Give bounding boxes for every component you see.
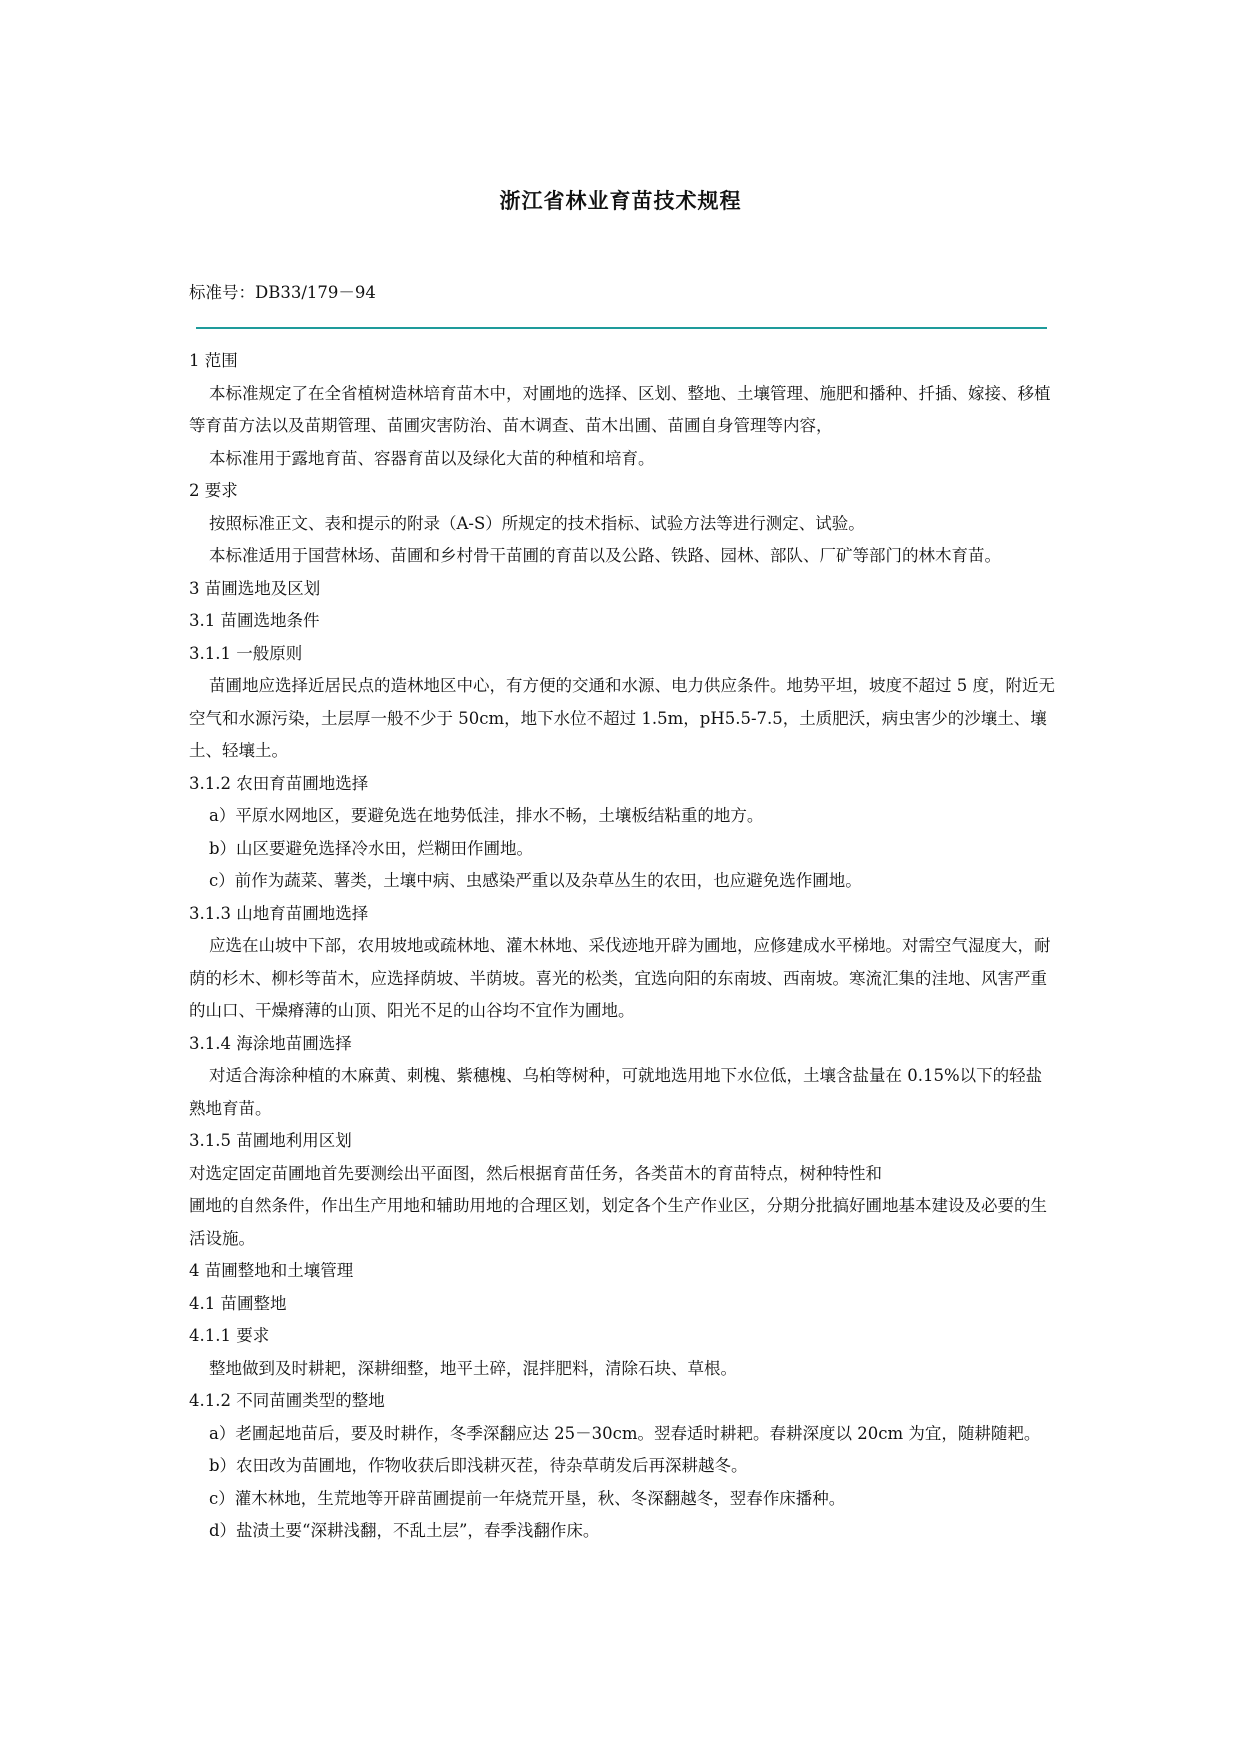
section-heading: 3.1 苗圃选地条件 — [189, 611, 320, 630]
standard-number: 标准号：DB33/179－94 — [189, 283, 376, 302]
section-heading: 3.1.3 山地育苗圃地选择 — [189, 903, 369, 923]
body-paragraph: a）平原水网地区，要避免选在地势低洼，排水不畅，土壤板结粘重的地方。 — [209, 806, 764, 825]
body-paragraph: 本标准适用于国营林场、苗圃和乡村骨干苗圃的育苗以及公路、铁路、园林、部队、厂矿等部门的林木育苗。 — [209, 546, 1001, 565]
body-paragraph: 整地做到及时耕耙，深耕细整，地平土碎，混拌肥料，清除石块、草根。 — [209, 1358, 737, 1378]
section-heading: 3.1.4 海涂地苗圃选择 — [189, 1033, 352, 1053]
section-heading: 4.1 苗圃整地 — [189, 1293, 287, 1313]
header-divider — [196, 327, 1047, 329]
body-paragraph: 本标准规定了在全省植树造林培育苗木中，对圃地的选择、区划、整地、土壤管理、施肥和播种、扦插、嫁接、移植等育苗方法以及苗期管理、苗圃灾害防治、苗木调查、苗木出圃、苗圃自身管理等内容， — [189, 383, 1051, 435]
section-heading: 2 要求 — [189, 481, 238, 500]
body-paragraph: 苗圃地应选择近居民点的造林地区中心，有方便的交通和水源、电力供应条件。地势平坦，坡度不超过 5 度，附近无空气和水源污染，土层厚一般不少于 50cm，地下水位不超过 1.5m，pH5.5-7.5，土质肥沃，病虫害少的沙壤土、壤土、轻壤土。 — [189, 676, 1055, 760]
section-heading: 4 苗圃整地和土壤管理 — [189, 1261, 354, 1280]
document-body — [189, 345, 1058, 1548]
body-paragraph: c）前作为蔬菜、薯类，土壤中病、虫感染严重以及杂草丛生的农田，也应避免选作圃地。 — [209, 871, 862, 890]
body-paragraph: 应选在山坡中下部，农用坡地或疏林地、灌木林地、采伐迹地开辟为圃地，应修建成水平梯地。对需空气湿度大，耐荫的杉木、柳杉等苗木，应选择荫坡、半荫坡。喜光的松类，宜选向阳的东南坡、西南坡。寒流汇集的洼地、风害严重的山口、干燥瘠薄的山顶、阳光不足的山谷均不宜作为圃地。 — [189, 936, 1051, 1020]
body-paragraph: 本标准用于露地育苗、容器育苗以及绿化大苗的种植和培育。 — [209, 448, 655, 468]
section-heading: 3.1.1 一般原则 — [189, 643, 303, 663]
body-paragraph: a）老圃起地苗后，要及时耕作，冬季深翻应达 25－30cm。翌春适时耕耙。春耕深度以 20cm 为宜，随耕随耙。 — [209, 1423, 1041, 1443]
section-heading: 4.1.1 要求 — [189, 1326, 270, 1345]
section-heading: 对选定固定苗圃地首先要测绘出平面图，然后根据育苗任务，各类苗木的育苗特点，树种特性和 — [189, 1163, 882, 1183]
body-paragraph: 按照标准正文、表和提示的附录（A-S）所规定的技术指标、试验方法等进行测定、试验。 — [209, 513, 865, 533]
body-paragraph: 对适合海涂种植的木麻黄、刺槐、紫穗槐、乌桕等树种，可就地选用地下水位低，土壤含盐量在 0.15%以下的轻盐熟地育苗。 — [189, 1066, 1043, 1118]
body-paragraph: b）农田改为苗圃地，作物收获后即浅耕灭茬，待杂草萌发后再深耕越冬。 — [209, 1456, 748, 1475]
section-heading: 3.1.2 农田育苗圃地选择 — [189, 773, 369, 793]
body-paragraph: b）山区要避免选择冷水田，烂糊田作圃地。 — [209, 838, 534, 858]
body-paragraph: d）盐渍土要“深耕浅翻，不乱土层”，春季浅翻作床。 — [209, 1521, 600, 1540]
section-heading: 1 范围 — [189, 351, 238, 370]
section-heading: 3.1.5 苗圃地利用区划 — [189, 1131, 352, 1150]
section-heading: 3 苗圃选地及区划 — [189, 578, 321, 598]
section-heading: 4.1.2 不同苗圃类型的整地 — [189, 1391, 385, 1410]
section-heading: 圃地的自然条件，作出生产用地和辅助用地的合理区划，划定各个生产作业区，分期分批搞好圃地基本建设及必要的生活设施。 — [189, 1196, 1047, 1248]
document-title: 浙江省林业育苗技术规程 — [499, 189, 742, 213]
body-paragraph: c）灌木林地，生荒地等开辟苗圃提前一年烧荒开垦，秋、冬深翻越冬，翌春作床播种。 — [209, 1488, 846, 1508]
